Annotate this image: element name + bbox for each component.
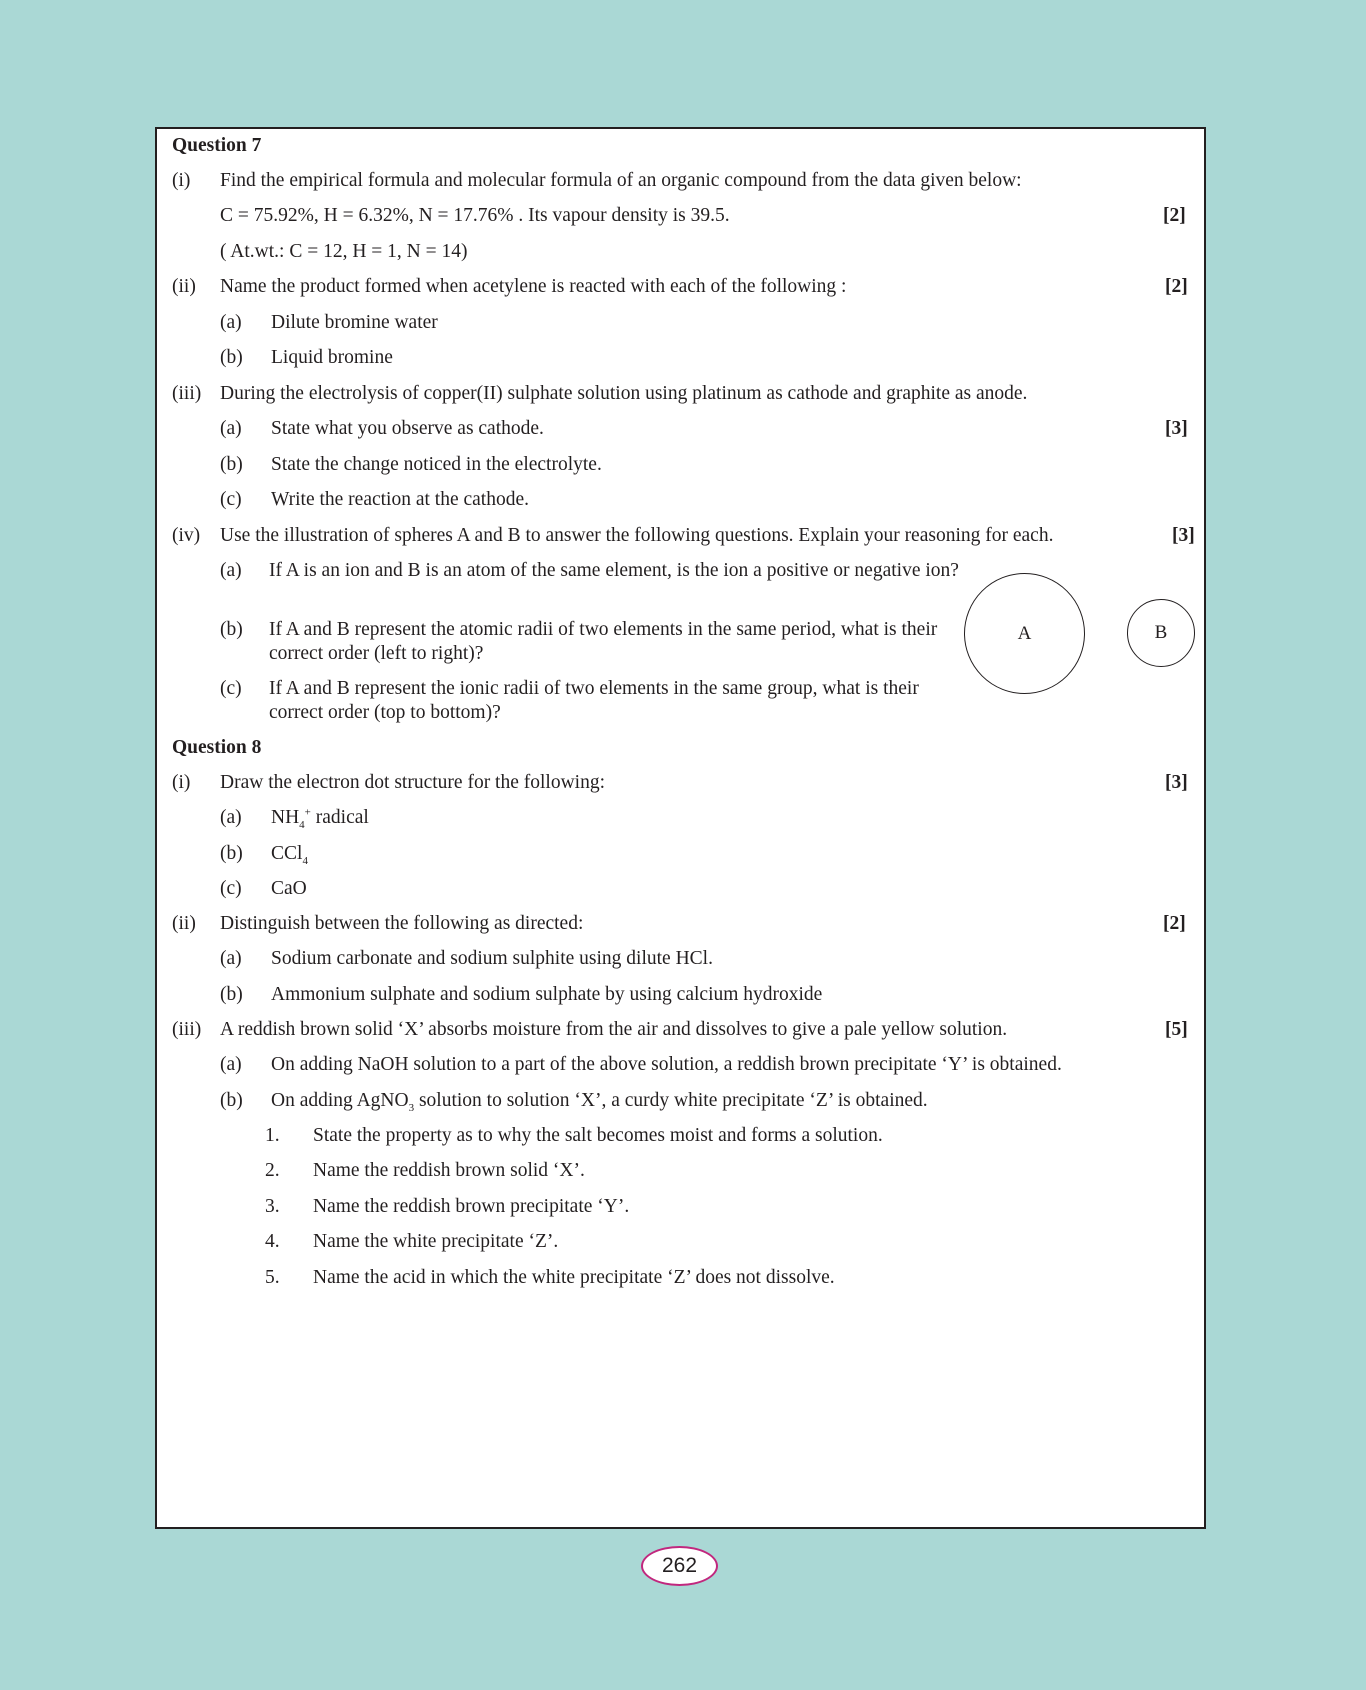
q8-ii-text: Distinguish between the following as directed: xyxy=(220,913,584,934)
q8-iii-item-3-text: Name the reddish brown precipitate ‘Y’. xyxy=(313,1196,630,1217)
q7-iii-text: During the electrolysis of copper(II) sulphate solution using platinum as cathode and graphite as anode. xyxy=(220,383,1028,404)
q7-i-number: (i) xyxy=(172,170,191,191)
q7-iii-a-label: (a) xyxy=(220,418,242,439)
q8-i-c-label: (c) xyxy=(220,878,242,899)
q7-iii-b-label: (b) xyxy=(220,454,243,475)
q7-iv-a-label: (a) xyxy=(220,560,242,581)
q7-iv-c-label: (c) xyxy=(220,678,242,699)
q8-iii-a-text: On adding NaOH solution to a part of the above solution, a reddish brown precipitate ‘Y’ is obtained. xyxy=(271,1054,1062,1075)
q7-iii-c-text: Write the reaction at the cathode. xyxy=(271,489,530,510)
q8-ii-a-text: Sodium carbonate and sodium sulphite using dilute HCl. xyxy=(271,948,713,969)
q8-i-a-label: (a) xyxy=(220,807,242,828)
q7-ii-a-label: (a) xyxy=(220,312,242,333)
q8-i-c-text: CaO xyxy=(271,878,307,899)
q8-i-b-text: CCl$_4$ xyxy=(271,843,308,867)
q7-iv-b-text: If A and B represent the atomic radii of two elements in the same period, what is their correct order (left to right)? xyxy=(269,619,938,664)
q8-iii-item-1-text: State the property as to why the salt becomes moist and forms a solution. xyxy=(313,1125,883,1146)
sphere-b xyxy=(1127,599,1195,667)
q7-iii-marks: [3] xyxy=(1165,418,1188,439)
question-7-title: Question 7 xyxy=(172,135,262,156)
q8-ii-b-label: (b) xyxy=(220,984,243,1005)
q7-ii-marks: [2] xyxy=(1165,276,1188,297)
q7-iii-c-label: (c) xyxy=(220,489,242,510)
q8-ii-a-label: (a) xyxy=(220,948,242,969)
q7-i-atomic-weights: ( At.wt.: C = 12, H = 1, N = 14) xyxy=(220,241,468,262)
question-8-title: Question 8 xyxy=(172,737,262,758)
q7-iv-marks: [3] xyxy=(1172,525,1195,546)
q7-i-text: Find the empirical formula and molecular formula of an organic compound from the data given below: xyxy=(220,170,1022,191)
q7-iv-a-text: If A is an ion and B is an atom of the same element, is the ion a positive or negative ion? xyxy=(269,560,959,581)
q8-iii-item-5-text: Name the acid in which the white precipitate ‘Z’ does not dissolve. xyxy=(313,1267,835,1288)
q8-i-marks: [3] xyxy=(1165,772,1188,793)
sphere-a-label: A xyxy=(1017,622,1032,644)
q7-ii-b-label: (b) xyxy=(220,347,243,368)
q7-iv-text: Use the illustration of spheres A and B to answer the following questions. Explain your reasoning for each. xyxy=(220,525,1054,546)
q7-ii-a-text: Dilute bromine water xyxy=(271,312,438,333)
q8-iii-a-label: (a) xyxy=(220,1054,242,1075)
q7-iv-c-text: If A and B represent the ionic radii of two elements in the same group, what is their correct order (top to bottom)? xyxy=(269,678,919,723)
q8-i-b-label: (b) xyxy=(220,843,243,864)
q7-iv-number: (iv) xyxy=(172,525,201,546)
q7-iii-b-text: State the change noticed in the electrolyte. xyxy=(271,454,602,475)
q8-iii-item-1-number: 1. xyxy=(265,1125,280,1146)
sphere-a xyxy=(964,573,1085,694)
q8-iii-item-5-number: 5. xyxy=(265,1267,280,1288)
page-number-text: 262 xyxy=(661,1554,698,1577)
q8-iii-item-2-text: Name the reddish brown solid ‘X’. xyxy=(313,1160,585,1181)
q7-iii-number: (iii) xyxy=(172,383,202,404)
q8-ii-number: (ii) xyxy=(172,913,196,934)
q8-iii-item-4-number: 4. xyxy=(265,1231,280,1252)
q7-ii-number: (ii) xyxy=(172,276,196,297)
sphere-b-label: B xyxy=(1154,622,1168,643)
q8-ii-b-text: Ammonium sulphate and sodium sulphate by using calcium hydroxide xyxy=(271,984,823,1005)
q8-iii-text: A reddish brown solid ‘X’ absorbs moisture from the air and dissolves to give a pale yellow solution. xyxy=(220,1019,1008,1040)
q8-iii-item-2-number: 2. xyxy=(265,1160,280,1181)
q7-i-marks: [2] xyxy=(1163,205,1186,226)
q8-iii-b-label: (b) xyxy=(220,1090,243,1111)
q7-ii-b-text: Liquid bromine xyxy=(271,347,393,368)
q7-i-data: C = 75.92%, H = 6.32%, N = 17.76% . Its vapour density is 39.5. xyxy=(220,205,730,226)
q8-iii-item-4-text: Name the white precipitate ‘Z’. xyxy=(313,1231,559,1252)
q8-i-a-text: $NH_4^+$ radical xyxy=(271,806,369,831)
q7-iii-a-text: State what you observe as cathode. xyxy=(271,418,544,439)
q7-iv-b-label: (b) xyxy=(220,619,243,640)
q8-iii-item-3-number: 3. xyxy=(265,1196,280,1217)
q8-i-text: Draw the electron dot structure for the following: xyxy=(220,772,606,793)
q8-ii-marks: [2] xyxy=(1163,913,1186,934)
q7-ii-text: Name the product formed when acetylene is reacted with each of the following : xyxy=(220,276,847,297)
question-page xyxy=(155,127,1206,1529)
q8-iii-marks: [5] xyxy=(1165,1019,1188,1040)
q8-iii-number: (iii) xyxy=(172,1019,202,1040)
page-number xyxy=(641,1546,718,1586)
q8-iii-b-text: On adding AgNO$_3$ solution to solution ‘X’, a curdy white precipitate ‘Z’ is obtained. xyxy=(271,1090,928,1114)
q8-i-number: (i) xyxy=(172,772,191,793)
